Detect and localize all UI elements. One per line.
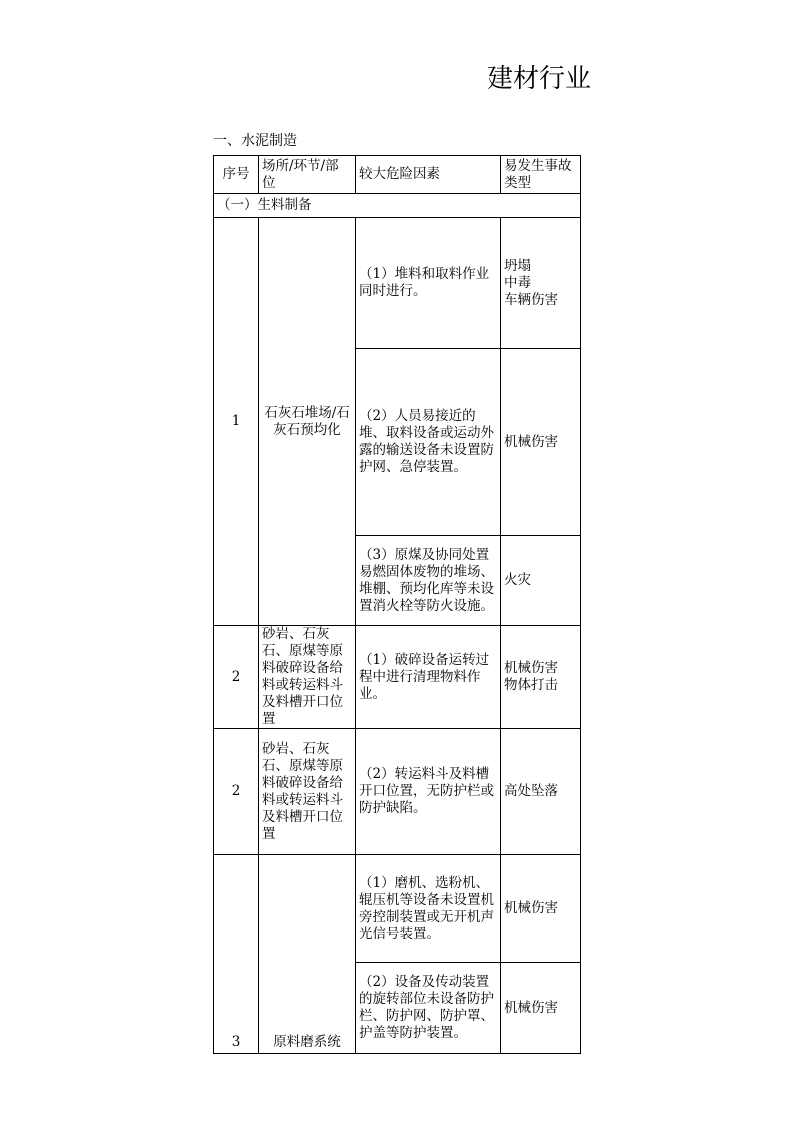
hazard-table [213, 155, 581, 1054]
row-hazard: （1）磨机、选粉机、辊压机等设备未设置机旁控制装置或无开机声光信号装置。 [356, 855, 501, 963]
header-accident: 易发生事故类型 [501, 156, 581, 194]
header-hazard: 较大危险因素 [356, 156, 501, 194]
row-accident: 机械伤害 物体打击 [501, 626, 581, 729]
page-title: 建材行业 [487, 64, 592, 94]
row-no: 2 [214, 626, 259, 729]
row-accident: 坍塌 中毒 车辆伤害 [501, 218, 581, 349]
row-accident: 高处坠落 [501, 729, 581, 855]
row-place: 原料磨系统 [259, 855, 356, 1054]
subsection-heading: （一）生料制备 [214, 194, 581, 218]
header-place: 场所/环节/部位 [259, 156, 356, 194]
row-hazard: （1）破碎设备运转过程中进行清理物料作业。 [356, 626, 501, 729]
section-heading: 一、水泥制造 [213, 133, 297, 149]
table-row [214, 626, 581, 729]
row-accident: 火灾 [501, 536, 581, 626]
row-hazard: （1）堆料和取料作业同时进行。 [356, 218, 501, 349]
row-hazard: （3）原煤及协同处置易燃固体废物的堆场、堆棚、预均化库等未设置消火栓等防火设施。 [356, 536, 501, 626]
table-header [214, 156, 581, 194]
table-row [214, 855, 581, 963]
row-no: 1 [214, 218, 259, 626]
table-row [214, 729, 581, 855]
row-accident: 机械伤害 [501, 349, 581, 536]
row-place: 砂岩、石灰石、原煤等原料破碎设备给料或转运料斗及料槽开口位置 [259, 729, 356, 855]
row-accident: 机械伤害 [501, 963, 581, 1054]
row-place: 砂岩、石灰石、原煤等原料破碎设备给料或转运料斗及料槽开口位置 [259, 626, 356, 729]
row-accident: 机械伤害 [501, 855, 581, 963]
header-no: 序号 [214, 156, 259, 194]
row-no: 2 [214, 729, 259, 855]
row-hazard: （2）转运料斗及料槽开口位置，无防护栏或防护缺陷。 [356, 729, 501, 855]
row-place: 石灰石堆场/石灰石预均化 [259, 218, 356, 626]
row-hazard: （2）人员易接近的堆、取料设备或运动外露的输送设备未设置防护网、急停装置。 [356, 349, 501, 536]
table-row [214, 218, 581, 349]
page-title-area [487, 62, 592, 98]
row-no: 3 [214, 855, 259, 1054]
row-hazard: （2）设备及传动装置的旋转部位未设备防护栏、防护网、防护罩、护盖等防护装置。 [356, 963, 501, 1054]
